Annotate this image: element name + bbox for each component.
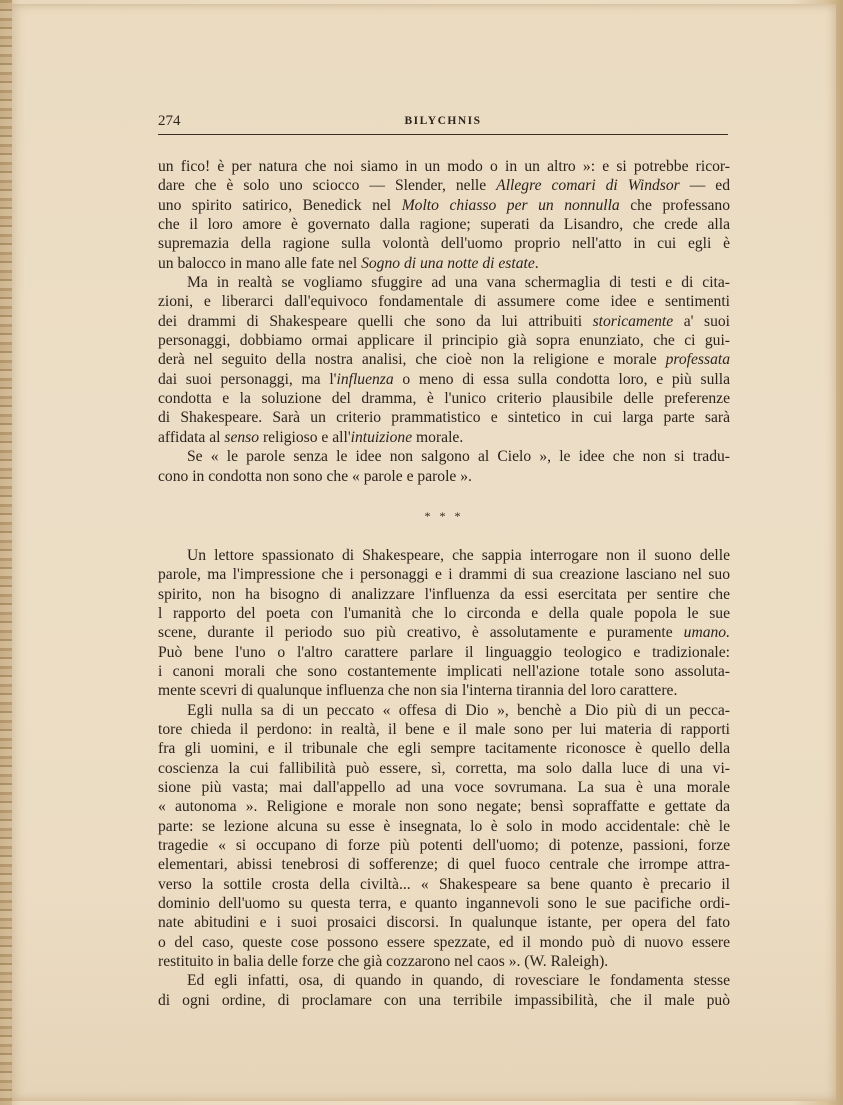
text-line: uno spirito satirico, Benedick nel Molto chiasso per un nonnulla che professano bbox=[158, 196, 730, 214]
text-line: Egli nulla sa di un peccato « offesa di Dio », benchè a Dio più di un pecca- bbox=[187, 701, 730, 719]
text-line: verso la sottile crosta della civiltà... « Shakespeare sa bene quanto è precario il bbox=[158, 875, 730, 893]
text-line: sione più vasta; mai dall'appello ad una voce sovrumana. La sua è una morale bbox=[158, 778, 730, 796]
text-line: Ma in realtà se vogliamo sfuggire ad una vana schermaglia di testi e di cita- bbox=[187, 274, 730, 292]
text-line: Se « le parole senza le idee non salgono al Cielo », le idee che non si tradu- bbox=[187, 448, 730, 466]
text-line: cono in condotta non sono che « parole e parole ». bbox=[158, 467, 472, 485]
text-line: restituito in balia delle forze che già cozzarono nel caos ». (W. Raleigh). bbox=[158, 953, 609, 971]
text-line: i canoni morali che sono costantemente implicati nell'azione totale sono assoluta- bbox=[158, 662, 730, 680]
text-line: un fico! è per natura che noi siamo in un modo o in un altro »: e si potrebbe ricor- bbox=[158, 158, 730, 175]
text-line: Può bene l'uno o l'altro carattere parlare il linguaggio teologico e tradizionale: bbox=[158, 643, 730, 661]
text-line: derà nel seguito della nostra analisi, che cioè non la religione e morale professata bbox=[158, 351, 730, 369]
text-line: dai suoi personaggi, ma l'influenza o meno di essa sulla condotta loro, e più sulla bbox=[158, 370, 730, 388]
section-divider: * * * bbox=[424, 508, 464, 523]
page-number: 274 bbox=[158, 113, 181, 129]
text-line: Un lettore spassionato di Shakespeare, che sappia interrogare non il suono delle bbox=[187, 546, 730, 564]
text-line: di Shakespeare. Sarà un criterio prammatistico e sintetico in cui larga parte sarà bbox=[158, 409, 730, 427]
paragraph-4 bbox=[158, 546, 730, 701]
paragraph-6 bbox=[158, 971, 730, 1010]
body-text bbox=[158, 157, 730, 1010]
text-line: l rapporto del poeta con l'umanità che lo circonda e della quale popola le sue bbox=[158, 604, 730, 622]
text-line: un balocco in mano alle fate nel Sogno di una notte di estate. bbox=[158, 254, 539, 272]
text-line: fra gli uomini, e il tribunale che egli sempre tacitamente riconosce è quello della bbox=[158, 740, 730, 758]
text-line: « autonoma ». Religione e morale non sono negate; bensì sopraffatte e gettate da bbox=[158, 798, 730, 816]
text-line: personaggi, dobbiamo ormai applicare il principio già sopra enunziato, che ci gui- bbox=[158, 332, 730, 350]
running-title: BILYCHNIS bbox=[404, 115, 482, 127]
paragraph-1 bbox=[158, 157, 730, 273]
text-line: spirito, non ha bisogno di analizzare l'influenza da essi esercitata per sentire che bbox=[158, 585, 730, 603]
text-line: parole, ma l'impressione che i personaggi e i drammi di sua creazione lasciano nel suo bbox=[158, 566, 730, 584]
text-line: di ogni ordine, di proclamare con una terribile impassibilità, che il male può bbox=[158, 991, 730, 1009]
text-line: elementari, abissi tenebrosi di sofferenze; di quel fuoco centrale che irrompe attra- bbox=[158, 856, 730, 874]
text-line: coscienza la cui fallibilità può essere, sì, corretta, ma solo dalla luce di una vi- bbox=[158, 759, 730, 777]
text-line: scene, durante il periodo suo più creativo, è assolutamente e puramente umano. bbox=[158, 624, 730, 642]
text-line: mente scevri di qualunque influenza che non sia l'interna tirannia del loro carattere. bbox=[158, 682, 678, 700]
text-line: tore chieda il perdono: in realtà, il bene e il male sono per lui materia di rapporti bbox=[158, 720, 730, 738]
text-line: supremazia della ragione sulla volontà dell'uomo proprio nell'atto in cui egli è bbox=[158, 235, 730, 253]
paragraph-5 bbox=[158, 701, 730, 972]
running-header bbox=[158, 112, 728, 135]
text-line: condotta e la soluzione del dramma, è l'unico criterio plausibile delle preferenze bbox=[158, 390, 730, 408]
text-line: affidata al senso religioso e all'intuizione morale. bbox=[158, 428, 464, 446]
paragraph-3 bbox=[158, 447, 730, 486]
text-line: dei drammi di Shakespeare quelli che sono da lui attribuiti storicamente a' suoi bbox=[158, 312, 730, 330]
text-line: Ed egli infatti, osa, di quando in quando, di rovesciare le fondamenta stesse bbox=[187, 972, 730, 990]
text-line: parte: se lezione alcuna su esse è insegnata, lo è solo in modo accidentale: chè le bbox=[158, 817, 730, 835]
text-line: che il loro amore è governato dalla ragione; superati da Lisandro, che crede alla bbox=[158, 216, 730, 234]
text-line: nate abitudini e i suoi prosaici discorsi. In qualunque istante, per opera del fato bbox=[158, 914, 730, 932]
paragraph-2 bbox=[158, 273, 730, 447]
text-line: zioni, e liberarci dall'equivoco fondamentale di assumere come idee e sentimenti bbox=[158, 293, 730, 311]
text-line: tragedie « si occupano di forze più potenti dell'uomo; di potenze, passioni, forze bbox=[158, 837, 730, 854]
text-line: dominio dell'uomo su questa terra, e quanto ingannevoli sono le sue pacifiche ordi- bbox=[158, 895, 730, 913]
text-line: dare che è solo uno sciocco — Slender, nelle Allegre comari di Windsor — ed bbox=[158, 177, 731, 195]
book-spine-edge bbox=[0, 0, 12, 1105]
text-line: o del caso, queste cose possono essere spezzate, ed il mondo può di nuovo essere bbox=[158, 933, 730, 951]
